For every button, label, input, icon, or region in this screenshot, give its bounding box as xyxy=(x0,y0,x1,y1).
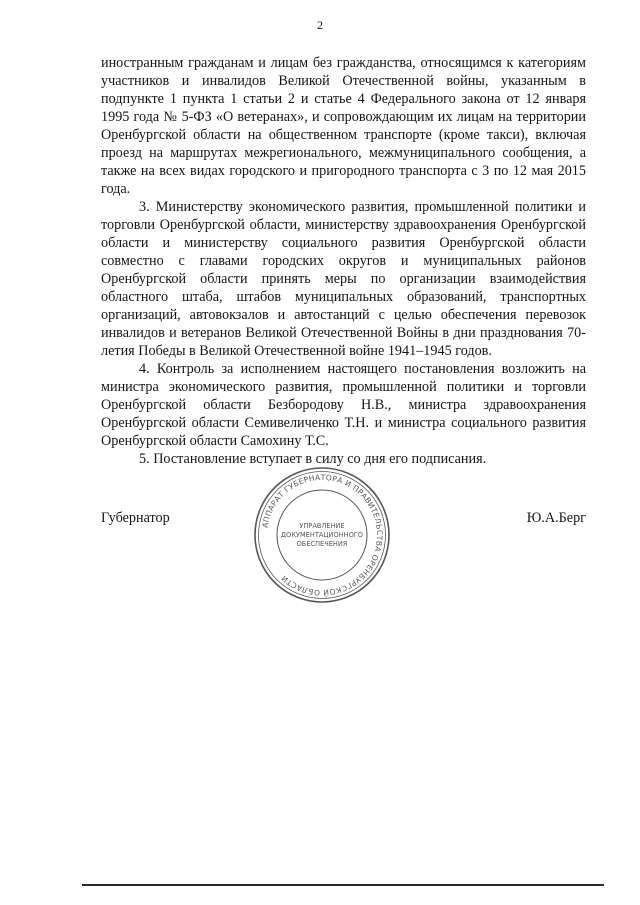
signature-title: Губернатор xyxy=(101,510,170,526)
paragraph-5: 5. Постановление вступает в силу со дня его подписания. xyxy=(139,451,487,467)
signature-name: Ю.А.Берг xyxy=(526,510,586,526)
seal-center-line: УПРАВЛЕНИЕ xyxy=(299,522,345,530)
official-seal xyxy=(252,465,392,605)
paragraph-3: 3. Министерству экономического развития, промышленной политики и торговли Оренбургской области, министерству здравоохранения Оренбургской области и министерству социального развития Оренбургской области совместно с главами городских округов и муниципальных районов Оренбургской области принять меры по организации взаимодействия областного штаба, штабов муниципальных образований, транспортных организаций, автовокзалов и автостанций с целью обеспечения перевозок инвалидов и ветеранов Великой Отечественной Войны в дни празднования 70-летия Победы в Великой Отечественной войне 1941–1945 годов. xyxy=(101,199,586,359)
seal-center-line: ОБЕСПЕЧЕНИЯ xyxy=(296,540,348,548)
document-body xyxy=(101,54,586,468)
paragraph-continuation: иностранным гражданам и лицам без гражданства, относящимся к категориям участников и инвалидов Великой Отечественной войны, указанным в подпункте 1 пункта 1 статьи 2 и статье 4 Федерального закона от 12 января 1995 года № 5-ФЗ «О ветеранах», и сопровождающим их лицам на территории Оренбургской области на общественном транспорте (кроме такси), включая проезд на маршрутах межрегионального, межмуниципального сообщения, а также на всех видах городского и пригородного транспорта с 3 по 12 мая 2015 года. xyxy=(101,55,586,197)
seal-center-line: ДОКУМЕНТАЦИОННОГО xyxy=(281,531,363,539)
bottom-divider xyxy=(82,884,604,886)
page-number: 2 xyxy=(317,18,323,32)
seal-outer-text: АППАРАТ ГУБЕРНАТОРА И ПРАВИТЕЛЬСТВА ОРЕНБУРГСКОЙ ОБЛАСТИ xyxy=(260,472,385,598)
paragraph-4: 4. Контроль за исполнением настоящего постановления возложить на министра экономического развития, промышленной политики и торговли Оренбургской области Безбородову Н.В., министра здравоохранения Оренбургской области Семивеличенко Т.Н. и министра социального развития Оренбургской области Самохину Т.С. xyxy=(101,361,586,449)
